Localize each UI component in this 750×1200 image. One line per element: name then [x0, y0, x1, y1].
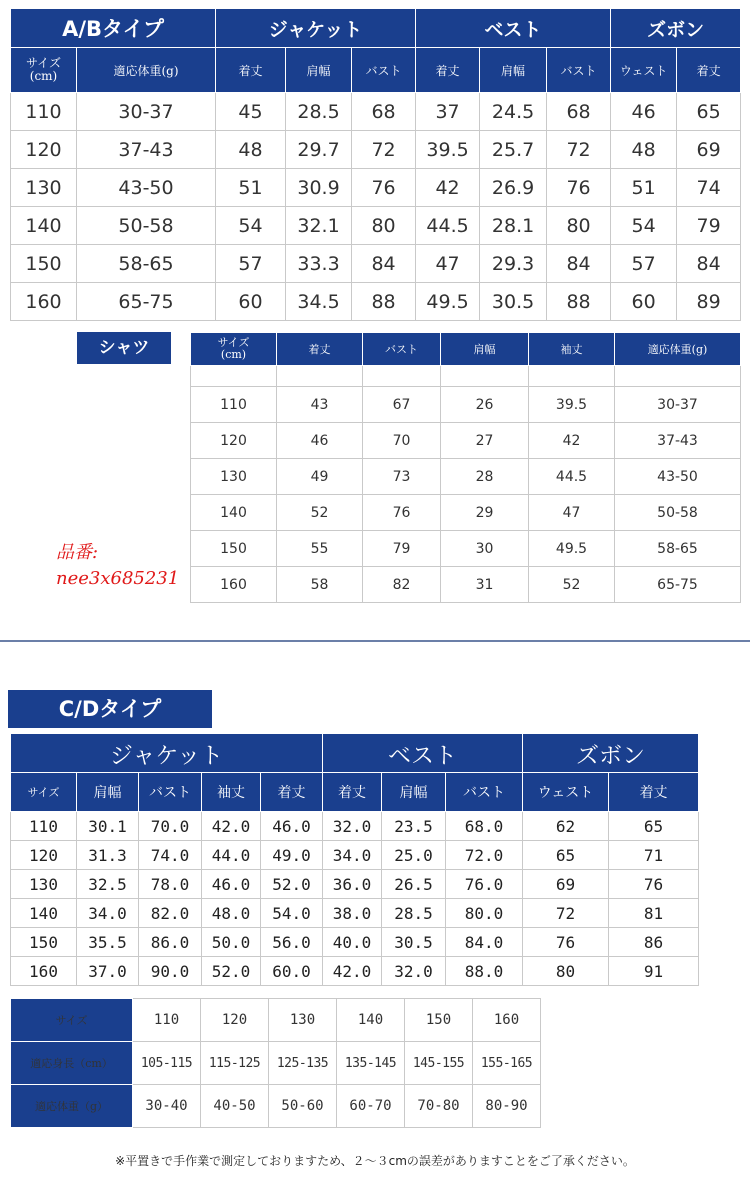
table-cell: 50.0	[202, 928, 261, 957]
cd-sub-header: 袖丈	[202, 773, 261, 812]
table-cell: 30.5	[480, 283, 547, 321]
cd-sub-header: 肩幅	[382, 773, 446, 812]
table-cell: 68.0	[446, 812, 523, 841]
cd-header-sub	[11, 773, 699, 812]
table-cell: 34.0	[323, 841, 382, 870]
table-cell: 130	[269, 999, 337, 1042]
table-cell: 26.9	[480, 169, 547, 207]
table-row	[11, 899, 699, 928]
table-cell: 70.0	[139, 812, 202, 841]
table-cell: 120	[191, 423, 277, 459]
table-cell: 78.0	[139, 870, 202, 899]
table-cell: 86.0	[139, 928, 202, 957]
shirt-header-cell: 着丈	[277, 333, 363, 366]
table-cell: 82.0	[139, 899, 202, 928]
table-cell: 84	[547, 245, 611, 283]
ab-sub-header: 着丈	[677, 48, 741, 93]
table-row	[191, 495, 741, 531]
table-row	[11, 841, 699, 870]
table-cell: 39.5	[529, 387, 615, 423]
table-cell: 84	[677, 245, 741, 283]
table-cell: 50-58	[77, 207, 216, 245]
table-cell: 80-90	[473, 1085, 541, 1128]
ab-table-body	[11, 93, 741, 321]
ab-group-pants: ズボン	[611, 9, 741, 48]
ab-header-sub	[11, 48, 741, 93]
product-number-code: nee3x685231	[56, 568, 180, 589]
size-guide-body	[11, 999, 541, 1128]
table-cell: 140	[11, 207, 77, 245]
table-cell: 28.5	[382, 899, 446, 928]
cd-sub-header: サイズ	[11, 773, 77, 812]
table-cell: 44.0	[202, 841, 261, 870]
table-cell: 80	[523, 957, 609, 986]
table-row	[11, 999, 541, 1042]
table-row	[11, 93, 741, 131]
table-cell: 42.0	[202, 812, 261, 841]
table-cell: 135-145	[337, 1042, 405, 1085]
table-cell: 39.5	[416, 131, 480, 169]
table-cell: 27	[441, 423, 529, 459]
table-cell: 37.0	[77, 957, 139, 986]
table-cell: 57	[611, 245, 677, 283]
table-cell: 140	[337, 999, 405, 1042]
table-cell: 65	[609, 812, 699, 841]
table-cell: 65-75	[615, 567, 741, 603]
table-cell: 150	[11, 245, 77, 283]
shirt-table-body	[191, 387, 741, 603]
table-cell: 54.0	[261, 899, 323, 928]
table-cell: 160	[473, 999, 541, 1042]
table-cell: 71	[609, 841, 699, 870]
table-cell: 42	[529, 423, 615, 459]
ab-title: A/Bタイプ	[11, 9, 216, 48]
table-cell: 26	[441, 387, 529, 423]
shirt-label: シャツ	[77, 332, 171, 364]
cd-sub-header: 着丈	[261, 773, 323, 812]
cd-table-body	[11, 812, 699, 986]
table-cell: 28.1	[480, 207, 547, 245]
table-cell: 74	[677, 169, 741, 207]
table-cell: 160	[11, 957, 77, 986]
table-cell: 145-155	[405, 1042, 473, 1085]
table-row	[11, 870, 699, 899]
table-cell: 89	[677, 283, 741, 321]
table-cell: 42.0	[323, 957, 382, 986]
table-cell: 25.0	[382, 841, 446, 870]
ab-sub-header: バスト	[547, 48, 611, 93]
table-row	[191, 423, 741, 459]
table-cell: 140	[191, 495, 277, 531]
table-cell: 72	[547, 131, 611, 169]
table-row	[11, 928, 699, 957]
table-cell: 48	[216, 131, 286, 169]
table-cell: 110	[191, 387, 277, 423]
table-cell: 79	[677, 207, 741, 245]
table-row	[11, 207, 741, 245]
ab-header-groups	[11, 9, 741, 48]
measurement-note: ※平置きで手作業で測定しておりますため、２～３cmの誤差がありますことをご了承ください。	[115, 1154, 635, 1168]
table-cell: 30.1	[77, 812, 139, 841]
table-cell: 50-58	[615, 495, 741, 531]
table-cell: 65	[523, 841, 609, 870]
table-cell: 130	[191, 459, 277, 495]
product-number-label: 品番:	[56, 542, 99, 563]
table-cell: 84.0	[446, 928, 523, 957]
section-divider	[0, 640, 750, 642]
table-cell: 37-43	[77, 131, 216, 169]
table-cell: 105-115	[133, 1042, 201, 1085]
table-cell: 91	[609, 957, 699, 986]
guide-row-label: 適応身長（cm）	[11, 1042, 133, 1085]
table-cell: 43	[277, 387, 363, 423]
table-cell: 55	[277, 531, 363, 567]
table-cell: 37-43	[615, 423, 741, 459]
guide-row-label: サイズ	[11, 999, 133, 1042]
cd-sub-header: 着丈	[323, 773, 382, 812]
table-cell: 29.7	[286, 131, 352, 169]
table-cell: 70-80	[405, 1085, 473, 1128]
table-cell: 81	[609, 899, 699, 928]
shirt-header-cell: バスト	[363, 333, 441, 366]
ab-group-jacket: ジャケット	[216, 9, 416, 48]
table-cell: 54	[611, 207, 677, 245]
table-row	[191, 531, 741, 567]
table-cell: 32.0	[382, 957, 446, 986]
table-cell: 60	[216, 283, 286, 321]
shirt-header-cell: サイズ (cm)	[191, 333, 277, 366]
table-cell: 50-60	[269, 1085, 337, 1128]
ab-head-weight: 適応体重(g)	[77, 48, 216, 93]
cd-group-jacket: ジャケット	[11, 734, 323, 773]
table-cell: 47	[529, 495, 615, 531]
ab-sub-header: 着丈	[216, 48, 286, 93]
table-cell: 31	[441, 567, 529, 603]
table-cell: 30-40	[133, 1085, 201, 1128]
table-cell: 40.0	[323, 928, 382, 957]
ab-sub-header: バスト	[352, 48, 416, 93]
table-cell: 38.0	[323, 899, 382, 928]
guide-row-label: 適応体重（g）	[11, 1085, 133, 1128]
table-cell: 72.0	[446, 841, 523, 870]
cd-group-pants: ズボン	[523, 734, 699, 773]
table-cell: 34.0	[77, 899, 139, 928]
table-cell: 51	[611, 169, 677, 207]
shirt-header-cell: 適応体重(g)	[615, 333, 741, 366]
table-cell: 35.5	[77, 928, 139, 957]
ab-head-size: サイズ (cm)	[11, 48, 77, 93]
size-guide-table	[10, 998, 541, 1128]
table-cell: 24.5	[480, 93, 547, 131]
table-cell: 72	[352, 131, 416, 169]
table-cell: 26.5	[382, 870, 446, 899]
table-cell: 46	[611, 93, 677, 131]
table-cell: 57	[216, 245, 286, 283]
table-cell: 140	[11, 899, 77, 928]
cd-group-vest: ベスト	[323, 734, 523, 773]
cd-sub-header: ウェスト	[523, 773, 609, 812]
table-cell: 58-65	[615, 531, 741, 567]
table-cell: 34.5	[286, 283, 352, 321]
table-cell: 33.3	[286, 245, 352, 283]
table-cell: 60	[611, 283, 677, 321]
table-cell: 110	[11, 93, 77, 131]
table-cell: 44.5	[529, 459, 615, 495]
table-cell: 49.5	[529, 531, 615, 567]
table-cell: 49.0	[261, 841, 323, 870]
table-cell: 47	[416, 245, 480, 283]
table-cell: 88	[352, 283, 416, 321]
table-row	[11, 957, 699, 986]
table-cell: 43-50	[77, 169, 216, 207]
shirt-size-table	[190, 332, 741, 603]
table-cell: 69	[677, 131, 741, 169]
table-cell: 54	[216, 207, 286, 245]
table-cell: 60.0	[261, 957, 323, 986]
table-row	[11, 812, 699, 841]
ab-sub-header: 着丈	[416, 48, 480, 93]
table-cell: 80	[352, 207, 416, 245]
cd-size-table	[10, 733, 699, 986]
table-cell: 150	[191, 531, 277, 567]
table-cell: 32.1	[286, 207, 352, 245]
table-cell: 48	[611, 131, 677, 169]
table-cell: 84	[352, 245, 416, 283]
cd-sub-header: 肩幅	[77, 773, 139, 812]
table-cell: 120	[11, 131, 77, 169]
table-cell: 46.0	[261, 812, 323, 841]
table-cell: 62	[523, 812, 609, 841]
ab-sub-header: 肩幅	[286, 48, 352, 93]
table-cell: 30-37	[77, 93, 216, 131]
shirt-header	[191, 333, 741, 366]
table-row	[11, 1085, 541, 1128]
table-cell: 44.5	[416, 207, 480, 245]
table-cell: 45	[216, 93, 286, 131]
table-cell: 68	[352, 93, 416, 131]
table-cell: 160	[191, 567, 277, 603]
table-cell: 76	[352, 169, 416, 207]
table-cell: 28	[441, 459, 529, 495]
table-cell: 130	[11, 870, 77, 899]
table-cell: 74.0	[139, 841, 202, 870]
table-row	[11, 245, 741, 283]
table-row	[191, 459, 741, 495]
cd-header-groups	[11, 734, 699, 773]
table-cell: 65-75	[77, 283, 216, 321]
table-cell: 130	[11, 169, 77, 207]
table-cell: 76	[363, 495, 441, 531]
table-cell: 52	[277, 495, 363, 531]
cd-sub-header: 着丈	[609, 773, 699, 812]
table-cell: 23.5	[382, 812, 446, 841]
table-cell: 73	[363, 459, 441, 495]
table-cell: 88	[547, 283, 611, 321]
table-cell: 49.5	[416, 283, 480, 321]
table-cell: 60-70	[337, 1085, 405, 1128]
table-row	[191, 567, 741, 603]
table-cell: 76	[523, 928, 609, 957]
table-cell: 28.5	[286, 93, 352, 131]
table-cell: 79	[363, 531, 441, 567]
table-cell: 52.0	[261, 870, 323, 899]
cd-title: C/Dタイプ	[8, 690, 212, 728]
table-row	[11, 1042, 541, 1085]
table-cell: 52.0	[202, 957, 261, 986]
table-cell: 30-37	[615, 387, 741, 423]
table-cell: 76.0	[446, 870, 523, 899]
table-row	[11, 283, 741, 321]
cd-sub-header: バスト	[446, 773, 523, 812]
table-cell: 40-50	[201, 1085, 269, 1128]
table-cell: 80.0	[446, 899, 523, 928]
ab-sub-header: 肩幅	[480, 48, 547, 93]
shirt-header-cell: 肩幅	[441, 333, 529, 366]
shirt-spacer-row	[191, 366, 741, 387]
table-cell: 88.0	[446, 957, 523, 986]
table-cell: 150	[11, 928, 77, 957]
table-cell: 46	[277, 423, 363, 459]
table-cell: 110	[133, 999, 201, 1042]
table-cell: 72	[523, 899, 609, 928]
product-number	[56, 540, 179, 592]
table-cell: 43-50	[615, 459, 741, 495]
table-cell: 51	[216, 169, 286, 207]
table-cell: 49	[277, 459, 363, 495]
table-cell: 150	[405, 999, 473, 1042]
table-cell: 29	[441, 495, 529, 531]
cd-sub-header: バスト	[139, 773, 202, 812]
table-row	[191, 387, 741, 423]
table-cell: 58-65	[77, 245, 216, 283]
table-cell: 67	[363, 387, 441, 423]
table-cell: 68	[547, 93, 611, 131]
table-cell: 32.0	[323, 812, 382, 841]
table-cell: 160	[11, 283, 77, 321]
table-cell: 36.0	[323, 870, 382, 899]
table-cell: 25.7	[480, 131, 547, 169]
table-cell: 115-125	[201, 1042, 269, 1085]
table-cell: 37	[416, 93, 480, 131]
table-cell: 82	[363, 567, 441, 603]
ab-size-table	[10, 8, 741, 321]
table-cell: 90.0	[139, 957, 202, 986]
table-cell: 52	[529, 567, 615, 603]
table-cell: 80	[547, 207, 611, 245]
table-cell: 69	[523, 870, 609, 899]
table-row	[11, 131, 741, 169]
ab-sub-header: ウェスト	[611, 48, 677, 93]
table-cell: 86	[609, 928, 699, 957]
shirt-header-cell: 袖丈	[529, 333, 615, 366]
table-cell: 31.3	[77, 841, 139, 870]
table-cell: 58	[277, 567, 363, 603]
table-cell: 32.5	[77, 870, 139, 899]
table-cell: 120	[201, 999, 269, 1042]
table-cell: 65	[677, 93, 741, 131]
table-cell: 70	[363, 423, 441, 459]
table-cell: 48.0	[202, 899, 261, 928]
table-cell: 30.9	[286, 169, 352, 207]
table-cell: 155-165	[473, 1042, 541, 1085]
table-cell: 76	[609, 870, 699, 899]
table-cell: 29.3	[480, 245, 547, 283]
table-cell: 30	[441, 531, 529, 567]
table-cell: 56.0	[261, 928, 323, 957]
table-cell: 42	[416, 169, 480, 207]
table-cell: 46.0	[202, 870, 261, 899]
ab-group-vest: ベスト	[416, 9, 611, 48]
table-cell: 30.5	[382, 928, 446, 957]
table-cell: 120	[11, 841, 77, 870]
table-row	[11, 169, 741, 207]
table-cell: 76	[547, 169, 611, 207]
table-cell: 110	[11, 812, 77, 841]
table-cell: 125-135	[269, 1042, 337, 1085]
